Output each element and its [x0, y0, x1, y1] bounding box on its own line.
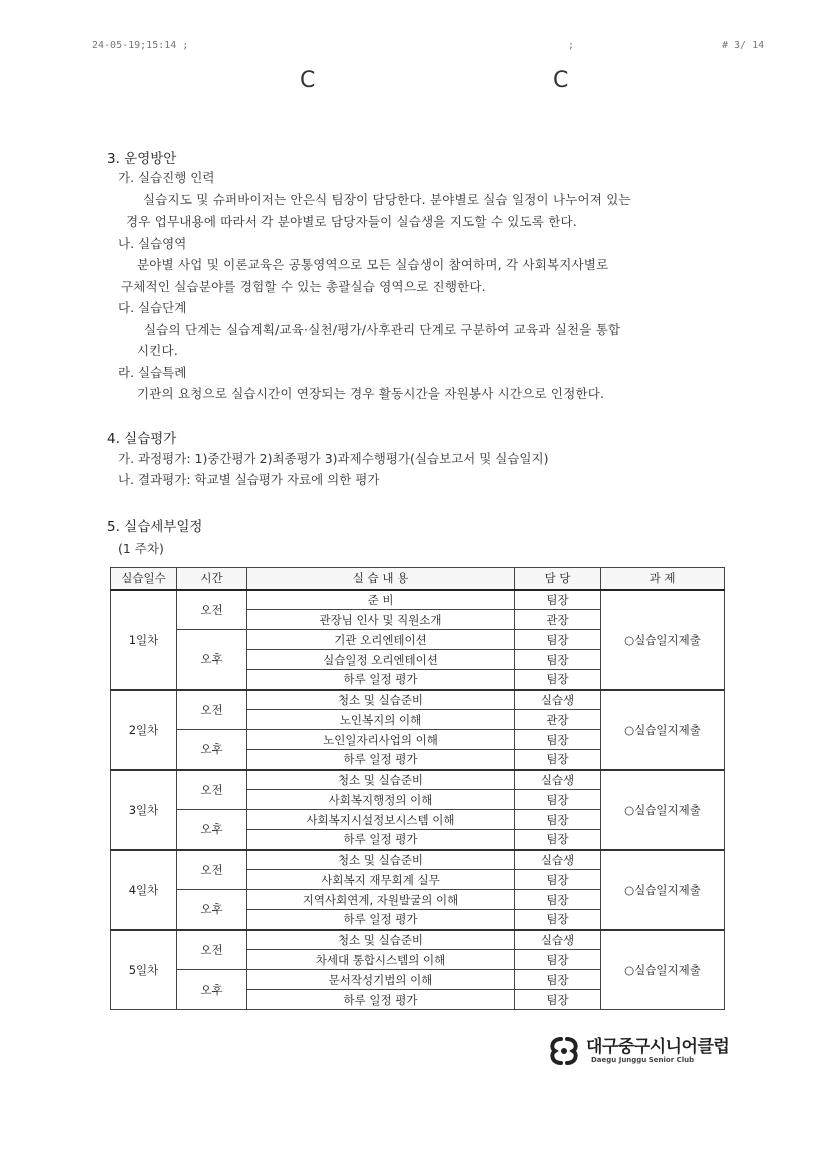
pm-cell: 오후	[177, 890, 247, 930]
owner-cell: 팀장	[515, 910, 601, 930]
content-cell: 차세대 통합시스템의 이해	[247, 950, 515, 970]
punch-hole-mark: C	[300, 68, 316, 93]
day-5-group	[111, 930, 725, 1010]
content-cell: 사회복지시설정보시스템 이해	[247, 810, 515, 830]
day-cell: 1일차	[111, 590, 177, 690]
section4-result-eval: 나. 결과평가: 학교별 실습평가 자료에 의한 평가	[118, 472, 380, 487]
owner-cell: 팀장	[515, 810, 601, 830]
owner-cell: 실습생	[515, 850, 601, 870]
section5-title: 5. 실습세부일정	[107, 519, 203, 535]
owner-cell: 팀장	[515, 750, 601, 770]
owner-cell: 팀장	[515, 630, 601, 650]
content-cell: 청소 및 실습준비	[247, 770, 515, 790]
header-task: 과 제	[601, 568, 725, 590]
content-cell: 하루 일정 평가	[247, 990, 515, 1010]
content-cell: 노인일자리사업의 이해	[247, 730, 515, 750]
fax-timestamp: 24-05-19;15:14 ;	[92, 40, 189, 51]
pm-cell: 오후	[177, 810, 247, 850]
content-cell: 관장님 인사 및 직원소개	[247, 610, 515, 630]
content-cell: 기관 오리엔테이션	[247, 630, 515, 650]
task-cell: ○실습일지제출	[601, 850, 725, 930]
content-cell: 준 비	[247, 590, 515, 610]
section3-item-d-label: 라. 실습특례	[118, 365, 187, 380]
table-row	[111, 850, 725, 870]
schedule-header-row	[111, 568, 725, 590]
content-cell: 하루 일정 평가	[247, 830, 515, 850]
section3-item-a-line1: 실습지도 및 슈퍼바이저는 안은식 팀장이 담당한다. 분야별로 실습 일정이 나누어져 있는	[143, 192, 631, 207]
content-cell: 사회복지행정의 이해	[247, 790, 515, 810]
content-cell: 청소 및 실습준비	[247, 930, 515, 950]
owner-cell: 실습생	[515, 770, 601, 790]
day-3-group	[111, 770, 725, 850]
day-2-group	[111, 690, 725, 770]
task-cell: ○실습일지제출	[601, 930, 725, 1010]
content-cell: 노인복지의 이해	[247, 710, 515, 730]
owner-cell: 팀장	[515, 990, 601, 1010]
header-day: 실습일수	[111, 568, 177, 590]
am-cell: 오전	[177, 770, 247, 810]
content-cell: 실습일정 오리엔테이션	[247, 650, 515, 670]
owner-cell: 팀장	[515, 730, 601, 750]
section3-item-b-line1: 분야별 사업 및 이론교육은 공통영역으로 모든 실습생이 참여하며, 각 사회복지사별로	[137, 257, 609, 272]
section3-item-b-line2: 구체적인 실습분야를 경험할 수 있는 총괄실습 영역으로 진행한다.	[121, 279, 486, 294]
section3-item-c-label: 다. 실습단계	[118, 300, 187, 315]
content-cell: 하루 일정 평가	[247, 910, 515, 930]
task-cell: ○실습일지제출	[601, 590, 725, 690]
pm-cell: 오후	[177, 630, 247, 690]
owner-cell: 팀장	[515, 650, 601, 670]
content-cell: 하루 일정 평가	[247, 670, 515, 690]
content-cell: 하루 일정 평가	[247, 750, 515, 770]
organization-logo	[546, 1030, 746, 1072]
logo-name-english: Daegu Junggu Senior Club	[591, 1056, 695, 1064]
owner-cell: 팀장	[515, 590, 601, 610]
senior-club-logo-icon	[546, 1032, 582, 1068]
section3-item-c-line1: 실습의 단계는 실습계획/교육·실천/평가/사후관리 단계로 구분하여 교육과 실천을 통합	[144, 322, 621, 337]
pm-cell: 오후	[177, 970, 247, 1010]
owner-cell: 팀장	[515, 890, 601, 910]
am-cell: 오전	[177, 930, 247, 970]
section4-process-eval: 가. 과정평가: 1)중간평가 2)최종평가 3)과제수행평가(실습보고서 및 실습일지)	[118, 451, 549, 466]
punch-hole-mark: C	[553, 68, 569, 93]
owner-cell: 관장	[515, 610, 601, 630]
am-cell: 오전	[177, 690, 247, 730]
table-row	[111, 690, 725, 710]
day-1-group	[111, 590, 725, 690]
schedule-table	[110, 567, 725, 1010]
day-cell: 4일차	[111, 850, 177, 930]
header-owner: 담 당	[515, 568, 601, 590]
owner-cell: 실습생	[515, 930, 601, 950]
week-label: (1 주차)	[118, 541, 164, 556]
section3-title: 3. 운영방안	[107, 151, 177, 167]
owner-cell: 팀장	[515, 790, 601, 810]
logo-name-korean: 대구중구시니어클럽	[586, 1037, 730, 1057]
content-cell: 지역사회연계, 자원발굴의 이해	[247, 890, 515, 910]
owner-cell: 팀장	[515, 950, 601, 970]
section3-item-a-label: 가. 실습진행 인력	[118, 170, 215, 185]
content-cell: 청소 및 실습준비	[247, 690, 515, 710]
owner-cell: 팀장	[515, 830, 601, 850]
owner-cell: 팀장	[515, 670, 601, 690]
table-row	[111, 770, 725, 790]
fax-separator: ;	[568, 40, 575, 51]
task-cell: ○실습일지제출	[601, 770, 725, 850]
owner-cell: 실습생	[515, 690, 601, 710]
section4-title: 4. 실습평가	[107, 431, 177, 447]
content-cell: 청소 및 실습준비	[247, 850, 515, 870]
section3-item-d-line1: 기관의 요청으로 실습시간이 연장되는 경우 활동시간을 자원봉사 시간으로 인정한다.	[137, 386, 605, 401]
content-cell: 사회복지 재무회계 실무	[247, 870, 515, 890]
owner-cell: 팀장	[515, 870, 601, 890]
table-row	[111, 930, 725, 950]
section3-item-c-line2: 시킨다.	[137, 343, 178, 358]
section3-item-b-label: 나. 실습영역	[118, 236, 187, 251]
pm-cell: 오후	[177, 730, 247, 770]
section3-item-a-line2: 경우 업무내용에 따라서 각 분야별로 담당자들이 실습생을 지도할 수 있도록 한다.	[126, 214, 577, 229]
content-cell: 문서작성기법의 이해	[247, 970, 515, 990]
owner-cell: 팀장	[515, 970, 601, 990]
header-content: 실 습 내 용	[247, 568, 515, 590]
table-row	[111, 590, 725, 610]
day-4-group	[111, 850, 725, 930]
day-cell: 3일차	[111, 770, 177, 850]
am-cell: 오전	[177, 850, 247, 890]
owner-cell: 관장	[515, 710, 601, 730]
day-cell: 2일차	[111, 690, 177, 770]
fax-page-number: # 3/ 14	[722, 40, 765, 51]
am-cell: 오전	[177, 590, 247, 630]
fax-header	[0, 40, 827, 54]
day-cell: 5일차	[111, 930, 177, 1010]
header-time: 시간	[177, 568, 247, 590]
task-cell: ○실습일지제출	[601, 690, 725, 770]
